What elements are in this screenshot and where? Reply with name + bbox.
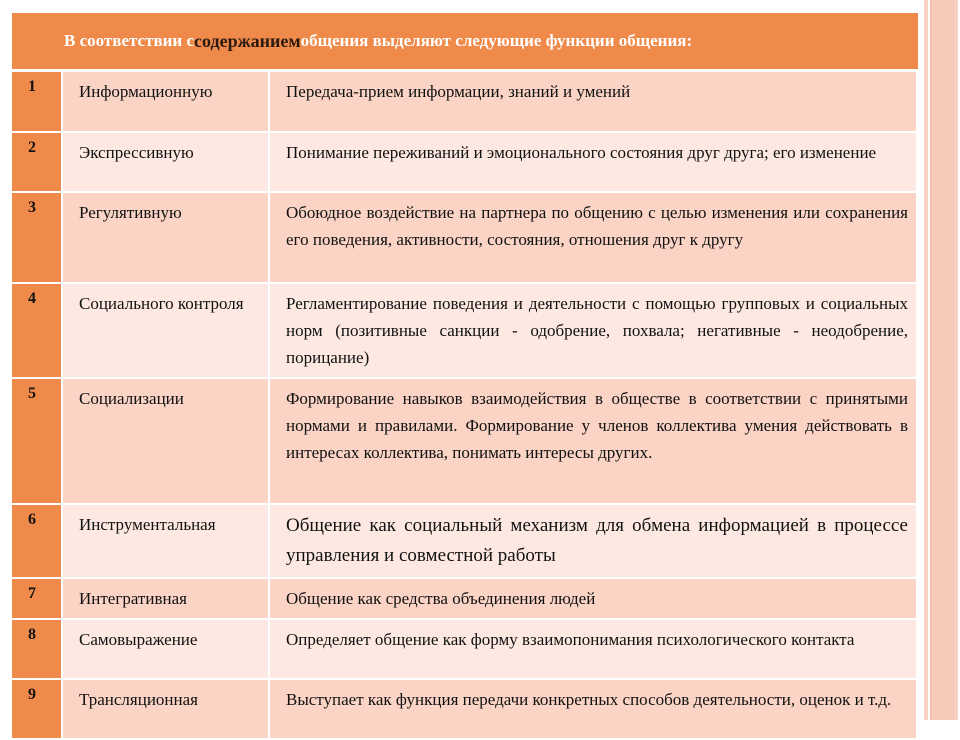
function-description: Общение как социальный механизм для обмена информацией в процессе управления и совместной работы — [269, 504, 917, 578]
function-name: Самовыражение — [62, 619, 269, 679]
row-number: 8 — [12, 619, 62, 679]
table-row — [12, 132, 917, 192]
function-description: Понимание переживаний и эмоционального состояния друг друга; его изменение — [269, 132, 917, 192]
function-name: Информационную — [62, 72, 269, 132]
function-description: Определяет общение как форму взаимопонимания психологического контакта — [269, 619, 917, 679]
function-description: Выступает как функция передачи конкретных способов деятельности, оценок и т.д. — [269, 679, 917, 739]
function-name: Трансляционная — [62, 679, 269, 739]
title-emphasis: содержанием — [194, 30, 301, 51]
function-name: Экспрессивную — [62, 132, 269, 192]
function-description: Регламентирование поведения и деятельности с помощью групповых и социальных норм (позитивные санкции - одобрение, похвала; негативные - неодобрение, порицание) — [269, 283, 917, 378]
title-before: В соответствии с — [64, 31, 195, 50]
row-number: 6 — [12, 504, 62, 578]
row-number: 7 — [12, 578, 62, 619]
functions-table — [12, 72, 918, 740]
function-description: Формирование навыков взаимодействия в обществе в соответствии с принятыми нормами и правилами. Формирование у членов коллектива умения действовать в интересах коллектива, понимать интересы других. — [269, 378, 917, 504]
row-number: 2 — [12, 132, 62, 192]
decorative-border — [924, 0, 960, 720]
function-description: Передача-прием информации, знаний и умений — [269, 72, 917, 132]
function-name: Инструментальная — [62, 504, 269, 578]
table-row — [12, 378, 917, 504]
table-row — [12, 679, 917, 739]
table-title — [12, 13, 918, 69]
row-number: 4 — [12, 283, 62, 378]
table-row — [12, 283, 917, 378]
row-number: 9 — [12, 679, 62, 739]
row-number: 3 — [12, 192, 62, 283]
function-name: Социального контроля — [62, 283, 269, 378]
table-row — [12, 578, 917, 619]
title-after: общения выделяют следующие функции общения: — [300, 31, 693, 50]
table-row — [12, 619, 917, 679]
function-name: Интегративная — [62, 578, 269, 619]
table-row — [12, 504, 917, 578]
table-row — [12, 192, 917, 283]
row-number: 5 — [12, 378, 62, 504]
function-description: Общение как средства объединения людей — [269, 578, 917, 619]
function-name: Социализации — [62, 378, 269, 504]
function-name: Регулятивную — [62, 192, 269, 283]
row-number: 1 — [12, 72, 62, 132]
function-description: Обоюдное воздействие на партнера по общению с целью изменения или сохранения его поведения, активности, состояния, отношения друг к другу — [269, 192, 917, 283]
table-row — [12, 72, 917, 132]
